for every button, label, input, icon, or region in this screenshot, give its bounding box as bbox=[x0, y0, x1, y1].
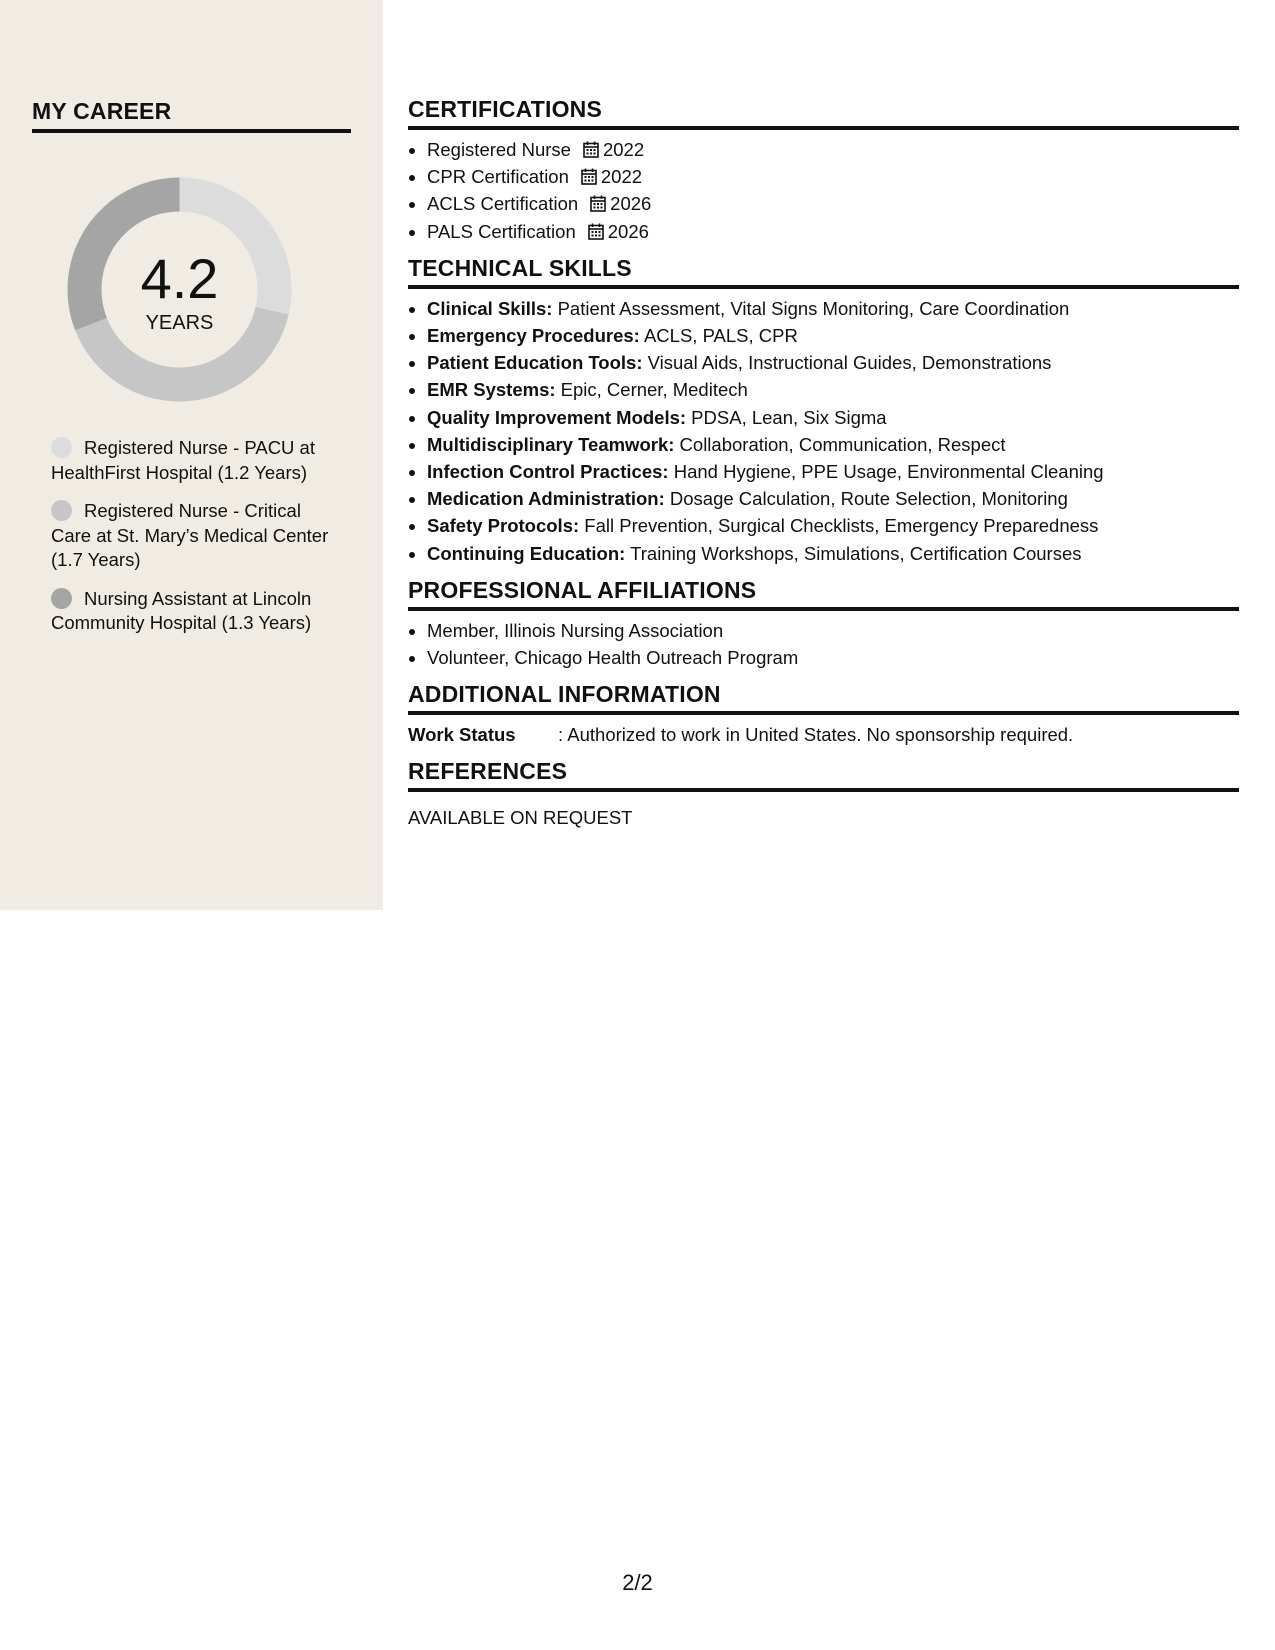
skill-label: Quality Improvement Models: bbox=[427, 406, 687, 428]
certification-name: ACLS Certification bbox=[427, 193, 579, 215]
total-years-value: 4.2 bbox=[140, 246, 219, 310]
legend-item bbox=[51, 499, 336, 573]
skill-item bbox=[427, 404, 1239, 431]
legend-item bbox=[51, 436, 336, 485]
affiliations-list bbox=[408, 617, 1239, 671]
legend-dot-icon bbox=[51, 588, 72, 609]
legend-item bbox=[51, 587, 336, 636]
work-status-row bbox=[408, 721, 1239, 748]
certifications-list bbox=[408, 136, 1239, 245]
career-donut-chart bbox=[67, 177, 292, 402]
work-status-value: : Authorized to work in United States. No sponsorship required. bbox=[558, 724, 1074, 746]
skill-text: Visual Aids, Instructional Guides, Demonstrations bbox=[642, 352, 1052, 374]
skill-item bbox=[427, 540, 1239, 567]
certification-year: 2022 bbox=[600, 166, 643, 188]
skill-item bbox=[427, 431, 1239, 458]
affiliations-heading: PROFESSIONAL AFFILIATIONS bbox=[408, 577, 1239, 611]
technical-skills-section bbox=[408, 255, 1239, 567]
skill-label: Safety Protocols: bbox=[427, 515, 580, 537]
skill-label: Clinical Skills: bbox=[427, 297, 553, 319]
certification-item bbox=[427, 163, 1239, 190]
additional-info-heading: ADDITIONAL INFORMATION bbox=[408, 681, 1239, 715]
certification-year: 2022 bbox=[602, 139, 645, 160]
references-text: AVAILABLE ON REQUEST bbox=[408, 807, 633, 829]
additional-info-section bbox=[408, 681, 1239, 748]
legend-label: Registered Nurse - Critical Care at St. Mary’s Medical Center (1.7 Years) bbox=[51, 500, 329, 570]
skill-label: Infection Control Practices: bbox=[427, 461, 669, 483]
donut-center bbox=[67, 177, 292, 402]
certification-item bbox=[427, 136, 1239, 163]
affiliations-section bbox=[408, 577, 1239, 671]
skill-item bbox=[427, 295, 1239, 322]
references-section bbox=[408, 758, 1239, 831]
career-heading: MY CAREER bbox=[32, 98, 351, 133]
skill-text: Dosage Calculation, Route Selection, Monitoring bbox=[664, 488, 1068, 510]
skill-label: Multidisciplinary Teamwork: bbox=[427, 433, 675, 455]
references-heading: REFERENCES bbox=[408, 758, 1239, 792]
skill-item bbox=[427, 458, 1239, 485]
skill-item bbox=[427, 512, 1239, 539]
skill-text: Collaboration, Communication, Respect bbox=[674, 433, 1006, 455]
skill-label: Continuing Education: bbox=[427, 542, 626, 564]
skill-text: PDSA, Lean, Six Sigma bbox=[686, 406, 887, 428]
page-number: 2/2 bbox=[622, 1570, 653, 1595]
certification-name: PALS Certification bbox=[427, 220, 576, 242]
skill-text: Hand Hygiene, PPE Usage, Environmental Cleaning bbox=[668, 461, 1104, 483]
legend-label: Nursing Assistant at Lincoln Community Hospital (1.3 Years) bbox=[51, 587, 312, 633]
legend-label: Registered Nurse - PACU at HealthFirst Hospital (1.2 Years) bbox=[51, 437, 315, 483]
skill-item bbox=[427, 376, 1239, 403]
technical-skills-list bbox=[408, 295, 1239, 567]
skill-text: ACLS, PALS, CPR bbox=[639, 325, 798, 347]
skill-text: Training Workshops, Simulations, Certification Courses bbox=[625, 542, 1082, 564]
calendar-icon bbox=[581, 168, 597, 185]
career-legend bbox=[51, 436, 336, 650]
calendar-icon bbox=[588, 223, 604, 240]
skill-item bbox=[427, 485, 1239, 512]
skill-label: Patient Education Tools: bbox=[427, 352, 643, 374]
technical-skills-heading: TECHNICAL SKILLS bbox=[408, 255, 1239, 289]
skill-item bbox=[427, 322, 1239, 349]
affiliation-item: • Volunteer, Chicago Health Outreach Program bbox=[427, 644, 1239, 671]
certification-name: Registered Nurse bbox=[427, 139, 571, 160]
total-years-unit: YEARS bbox=[145, 311, 214, 334]
certifications-section bbox=[408, 96, 1239, 245]
calendar-icon bbox=[590, 195, 606, 212]
skill-item bbox=[427, 349, 1239, 376]
skill-text: Epic, Cerner, Meditech bbox=[555, 379, 748, 401]
certifications-heading: CERTIFICATIONS bbox=[408, 96, 1239, 130]
skill-label: EMR Systems: bbox=[427, 379, 556, 401]
main-content bbox=[408, 96, 1239, 841]
work-status-label: Work Status bbox=[408, 724, 516, 746]
affiliation-item: • Member, Illinois Nursing Association bbox=[427, 617, 1239, 644]
skill-text: Patient Assessment, Vital Signs Monitoring, Care Coordination bbox=[552, 297, 1070, 319]
legend-dot-icon bbox=[51, 500, 72, 521]
skill-text: Fall Prevention, Surgical Checklists, Emergency Preparedness bbox=[579, 515, 1099, 537]
certification-item bbox=[427, 190, 1239, 217]
career-sidebar bbox=[0, 0, 383, 910]
legend-dot-icon bbox=[51, 437, 72, 458]
certification-item bbox=[427, 218, 1239, 245]
certification-name: CPR Certification bbox=[427, 166, 569, 188]
calendar-icon bbox=[583, 141, 599, 158]
skill-label: Medication Administration: bbox=[427, 488, 665, 510]
certification-year: 2026 bbox=[610, 193, 652, 215]
skill-label: Emergency Procedures: bbox=[427, 325, 640, 347]
certification-year: 2026 bbox=[607, 220, 649, 242]
